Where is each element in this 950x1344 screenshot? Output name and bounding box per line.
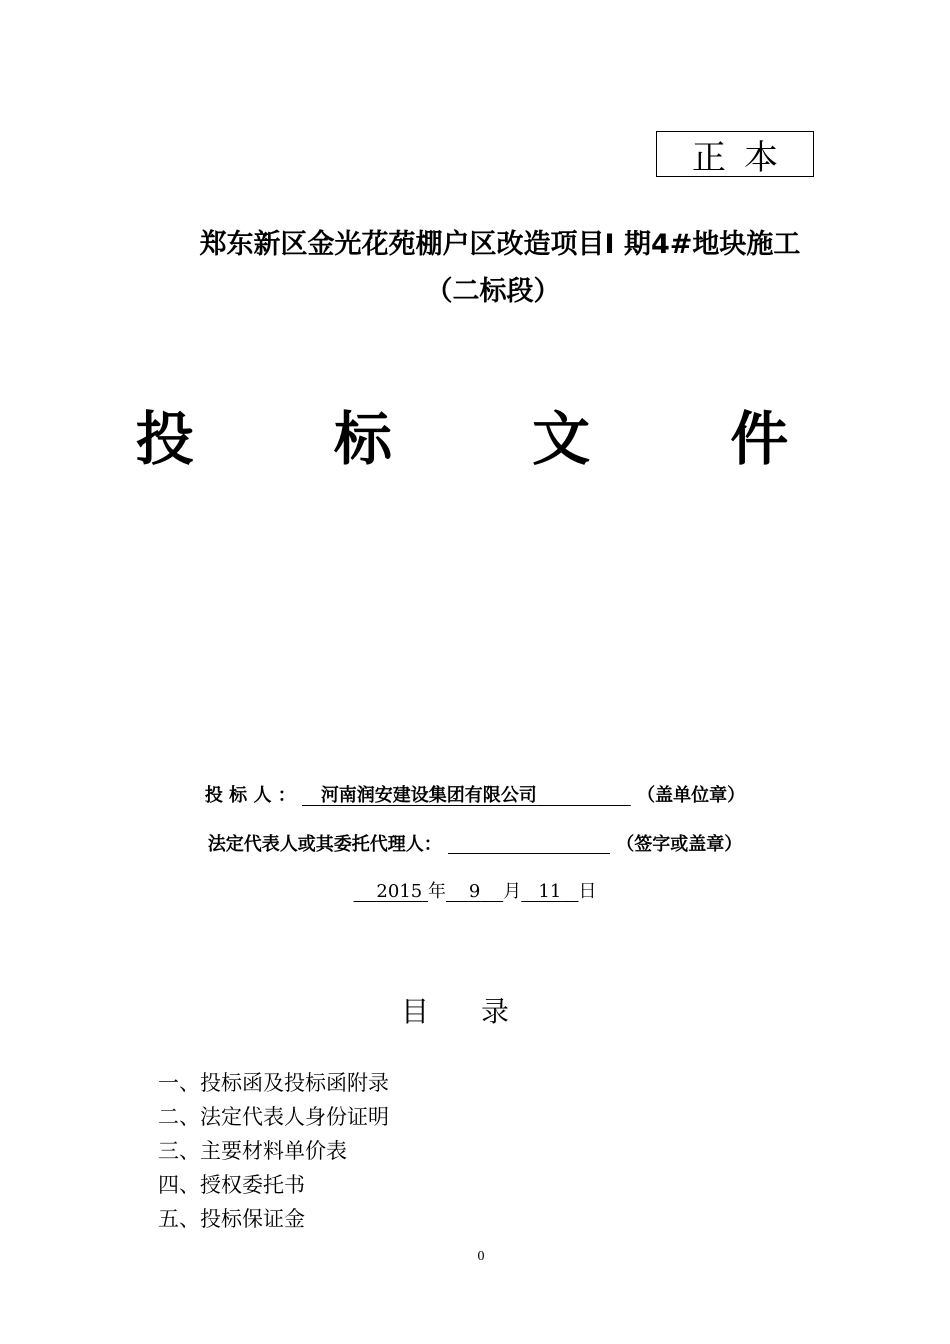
representative-label: 法定代表人或其委托代理人： [207,834,442,855]
representative-sign-note: （签字或盖章） [616,834,743,855]
bidder-company: 河南润安建设集团有限公司 [320,785,537,806]
bidder-label: 投 标 人 ： [204,785,296,806]
original-copy-stamp: 正本 [656,131,814,177]
toc-item: 四、授权委托书 [158,1173,305,1197]
date-line [0,877,950,903]
representative-line [0,830,950,856]
date-day-unit: 日 [578,881,597,902]
document-title: 投 标 文 件 [135,405,849,473]
date-month: 9 [468,881,481,902]
representative-signature-blank [448,835,610,854]
project-title: 郑东新区金光花苑棚户区改造项目I 期4#地块施工 [199,229,801,260]
bidder-seal-note: （盖单位章） [637,785,746,806]
toc-list [158,1066,389,1236]
date-year: 2015 [376,881,423,902]
toc-item: 五、投标保证金 [158,1207,305,1231]
date-year-unit: 年 [427,881,446,902]
project-subtitle: （二标段） [425,276,561,307]
bidder-line [0,781,950,807]
toc-item: 三、主要材料单价表 [158,1139,347,1163]
toc-item: 一、投标函及投标函附录 [158,1071,389,1095]
page-number: 0 [477,1249,485,1264]
toc-heading: 目录 [400,995,561,1028]
toc-item: 二、法定代表人身份证明 [158,1105,389,1129]
date-day: 11 [538,881,562,902]
date-month-unit: 月 [503,881,522,902]
